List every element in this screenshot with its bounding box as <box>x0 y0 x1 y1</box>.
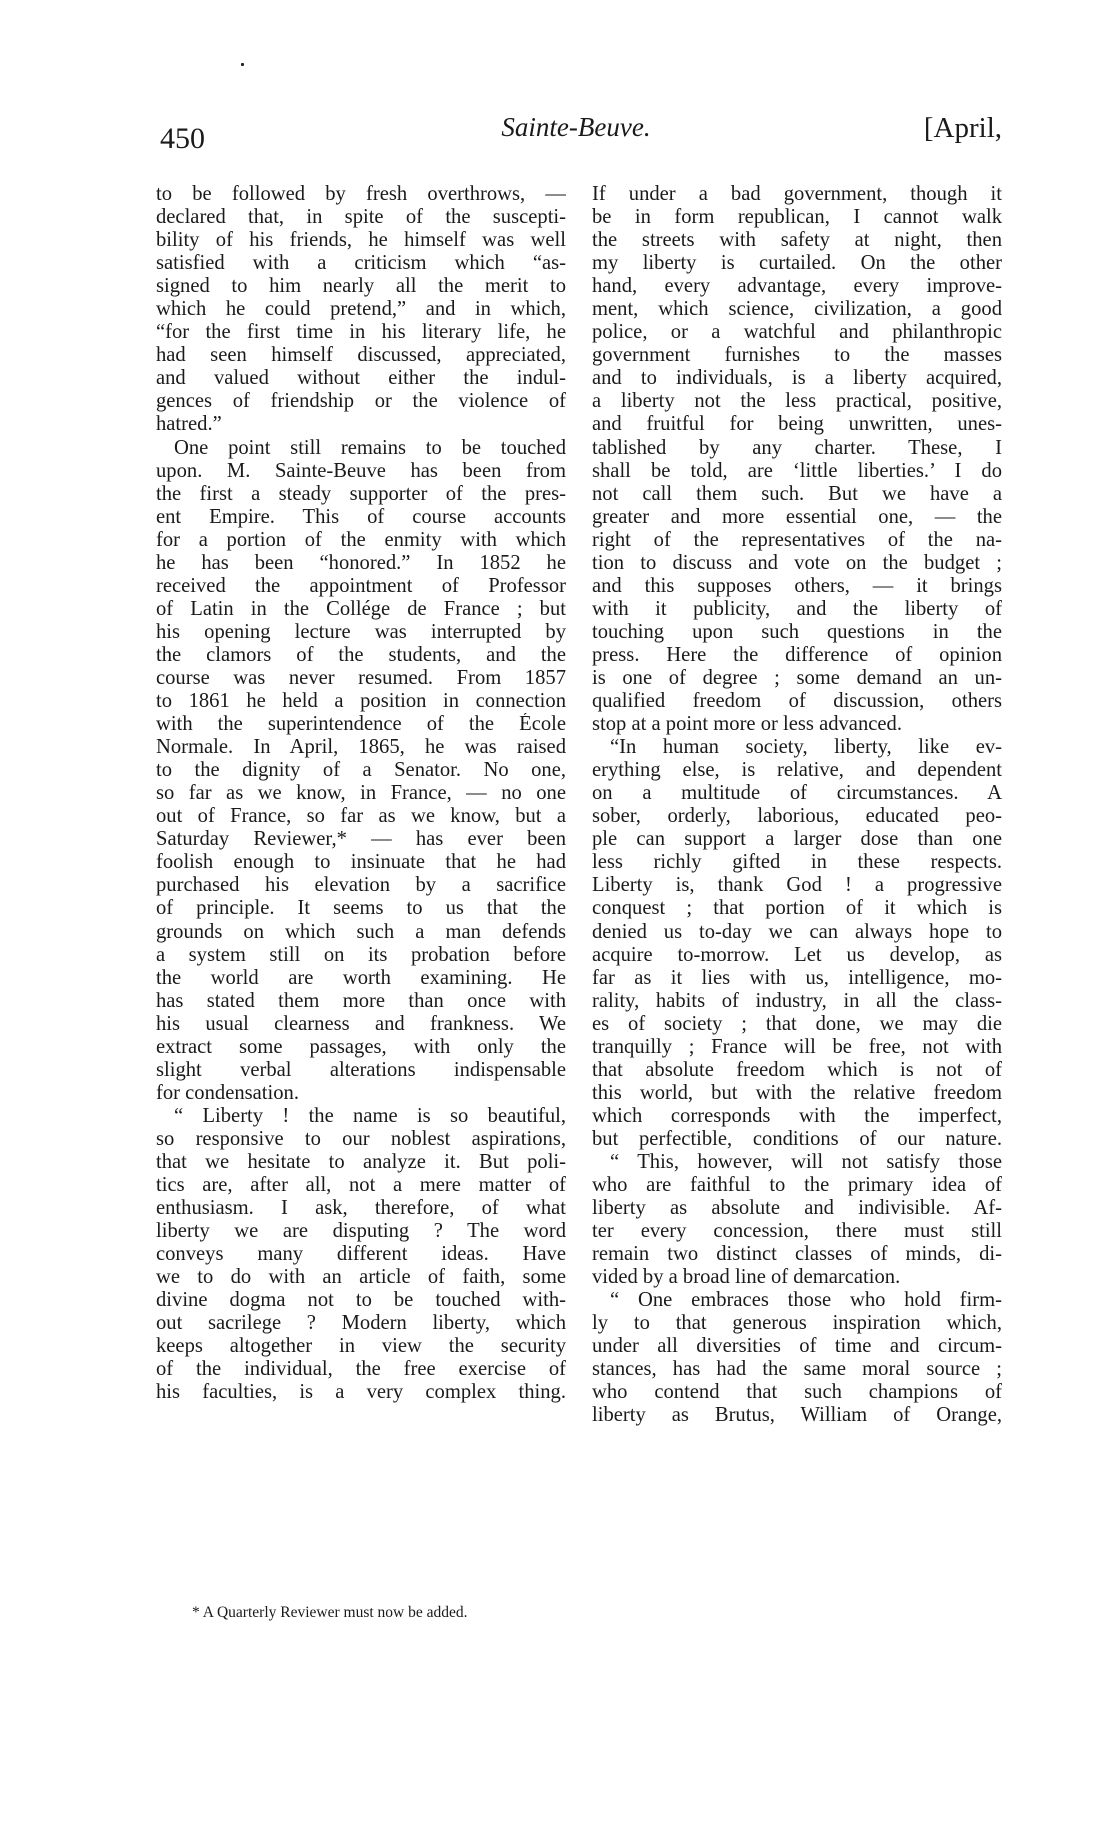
text-line: tranquilly ; France will be free, not with <box>592 1035 1002 1058</box>
text-line: so far as we know, in France, — no one <box>156 782 566 805</box>
text-line: es of society ; that done, we may die <box>592 1012 1002 1035</box>
text-line: had seen himself discussed, appreciated, <box>156 344 566 367</box>
text-line: this world, but with the relative freedom <box>592 1081 1002 1104</box>
text-line: “ Liberty ! the name is so beautiful, <box>174 1104 566 1127</box>
text-line: he has been “honored.” In 1852 he <box>156 551 566 574</box>
text-line: for condensation. <box>156 1081 299 1104</box>
text-line: touching upon such questions in the <box>592 620 1002 643</box>
text-line: not call them such. But we have a <box>592 482 1002 505</box>
text-line: rality, habits of industry, in all the class- <box>592 989 1002 1012</box>
page-number: 450 <box>160 122 205 155</box>
text-line: police, or a watchful and philanthropic <box>592 321 1002 344</box>
text-line: that we hesitate to analyze it. But poli- <box>156 1150 566 1173</box>
left-column <box>156 183 566 1404</box>
text-line: declared that, in spite of the suscepti- <box>156 206 566 229</box>
running-title: Sainte-Beuve. <box>501 112 651 142</box>
text-line: tics are, after all, not a mere matter of <box>156 1174 566 1197</box>
text-line: gences of friendship or the violence of <box>156 390 566 413</box>
text-line: a system still on its probation before <box>156 943 566 966</box>
text-line: with the superintendence of the École <box>156 713 566 736</box>
text-line: to the dignity of a Senator. No one, <box>156 759 566 782</box>
text-line: we to do with an article of faith, some <box>156 1266 566 1289</box>
text-line: has stated them more than once with <box>156 989 566 1012</box>
text-line: and valued without either the indul- <box>156 367 566 390</box>
text-line: the clamors of the students, and the <box>156 643 566 666</box>
text-line: of the individual, the free exercise of <box>156 1358 566 1381</box>
text-line: ple can support a larger dose than one <box>592 828 1002 851</box>
text-line: shall be told, are ‘little liberties.’ I do <box>592 459 1002 482</box>
text-line: upon. M. Sainte-Beuve has been from <box>156 459 566 482</box>
text-line: a liberty not the less practical, positive, <box>592 390 1002 413</box>
text-line: purchased his elevation by a sacrifice <box>156 874 566 897</box>
text-line: under all diversities of time and circum- <box>592 1335 1002 1358</box>
text-line: greater and more essential one, — the <box>592 505 1002 528</box>
text-line: right of the representatives of the na- <box>592 528 1002 551</box>
text-line: signed to him nearly all the merit to <box>156 275 566 298</box>
text-line: Saturday Reviewer,* — has ever been <box>156 828 566 851</box>
text-line: the first a steady supporter of the pres- <box>156 482 566 505</box>
text-line: is one of degree ; some demand an un- <box>592 666 1002 689</box>
text-line: ment, which science, civilization, a good <box>592 298 1002 321</box>
text-line: bility of his friends, he himself was well <box>156 229 566 252</box>
text-line: far as it lies with us, intelligence, mo- <box>592 966 1002 989</box>
text-line: which corresponds with the imperfect, <box>592 1104 1002 1127</box>
page-header <box>150 112 1002 162</box>
text-line: his opening lecture was interrupted by <box>156 620 566 643</box>
text-line: conveys many different ideas. Have <box>156 1243 566 1266</box>
text-line: “ This, however, will not satisfy those <box>610 1150 1002 1173</box>
text-line: hatred.” <box>156 413 222 436</box>
text-line: One point still remains to be touched <box>174 436 566 459</box>
text-line: ly to that generous inspiration which, <box>592 1312 1002 1335</box>
text-line: If under a bad government, though it <box>592 183 1002 205</box>
text-line: grounds on which such a man defends <box>156 920 566 943</box>
text-line: remain two distinct classes of minds, di- <box>592 1243 1002 1266</box>
text-line: so responsive to our noblest aspirations, <box>156 1127 566 1150</box>
text-line: extract some passages, with only the <box>156 1035 566 1058</box>
text-line: that absolute freedom which is not of <box>592 1058 1002 1081</box>
text-line: Liberty is, thank God ! a progressive <box>592 874 1002 897</box>
text-line: and to individuals, is a liberty acquired, <box>592 367 1002 390</box>
text-line: for a portion of the enmity with which <box>156 528 566 551</box>
text-line: press. Here the difference of opinion <box>592 643 1002 666</box>
text-line: the world are worth examining. He <box>156 966 566 989</box>
text-line: government furnishes to the masses <box>592 344 1002 367</box>
text-line: conquest ; that portion of it which is <box>592 897 1002 920</box>
text-line: who contend that such champions of <box>592 1381 1002 1404</box>
text-line: erything else, is relative, and dependent <box>592 759 1002 782</box>
text-line: and this supposes others, — it brings <box>592 574 1002 597</box>
footnote: * A Quarterly Reviewer must now be added. <box>192 1604 468 1621</box>
issue-month: [April, <box>923 112 1002 144</box>
text-line: liberty as Brutus, William of Orange, <box>592 1404 1002 1427</box>
text-line: out of France, so far as we know, but a <box>156 805 566 828</box>
text-line: my liberty is curtailed. On the other <box>592 252 1002 275</box>
text-line: sober, orderly, laborious, educated peo- <box>592 805 1002 828</box>
text-line: acquire to-morrow. Let us develop, as <box>592 943 1002 966</box>
text-line: on a multitude of circumstances. A <box>592 782 1002 805</box>
text-line: ter every concession, there must still <box>592 1220 1002 1243</box>
text-line: liberty as absolute and indivisible. Af- <box>592 1197 1002 1220</box>
text-line: keeps altogether in view the security <box>156 1335 566 1358</box>
text-line: Normale. In April, 1865, he was raised <box>156 736 566 759</box>
text-line: “for the first time in his literary life, he <box>156 321 566 344</box>
text-line: divine dogma not to be touched with- <box>156 1289 566 1312</box>
right-column <box>592 183 1002 1428</box>
text-line: vided by a broad line of demarcation. <box>592 1266 901 1289</box>
text-line: which he could pretend,” and in which, <box>156 298 566 321</box>
text-line: tablished by any charter. These, I <box>592 436 1002 459</box>
text-line: to 1861 he held a position in connection <box>156 690 566 713</box>
text-line: of principle. It seems to us that the <box>156 897 566 920</box>
text-line: slight verbal alterations indispensable <box>156 1058 566 1081</box>
text-line: “ One embraces those who hold firm- <box>610 1289 1002 1312</box>
text-line: of Latin in the Collége de France ; but <box>156 597 566 620</box>
text-line: course was never resumed. From 1857 <box>156 666 566 689</box>
text-line: denied us to-day we can always hope to <box>592 920 1002 943</box>
text-line: and fruitful for being unwritten, unes- <box>592 413 1002 436</box>
text-line: satisfied with a criticism which “as- <box>156 252 566 275</box>
text-line: received the appointment of Professor <box>156 574 566 597</box>
text-line: qualified freedom of discussion, others <box>592 690 1002 713</box>
text-line: the streets with safety at night, then <box>592 229 1002 252</box>
text-line: foolish enough to insinuate that he had <box>156 851 566 874</box>
text-line: less richly gifted in these respects. <box>592 851 1002 874</box>
paper-speck <box>241 63 244 66</box>
text-line: enthusiasm. I ask, therefore, of what <box>156 1197 566 1220</box>
text-line: but perfectible, conditions of our nature. <box>592 1127 1002 1150</box>
text-line: who are faithful to the primary idea of <box>592 1174 1002 1197</box>
text-line: his faculties, is a very complex thing. <box>156 1381 566 1404</box>
text-line: stances, has had the same moral source ; <box>592 1358 1002 1381</box>
text-line: ent Empire. This of course accounts <box>156 505 566 528</box>
text-line: “In human society, liberty, like ev- <box>610 736 1002 759</box>
text-line: out sacrilege ? Modern liberty, which <box>156 1312 566 1335</box>
text-line: be in form republican, I cannot walk <box>592 206 1002 229</box>
text-line: tion to discuss and vote on the budget ; <box>592 551 1002 574</box>
text-line: hand, every advantage, every improve- <box>592 275 1002 298</box>
text-line: his usual clearness and frankness. We <box>156 1012 566 1035</box>
text-line: stop at a point more or less advanced. <box>592 713 902 736</box>
text-line: liberty we are disputing ? The word <box>156 1220 566 1243</box>
text-line: with it publicity, and the liberty of <box>592 597 1002 620</box>
text-line: to be followed by fresh overthrows, — <box>156 183 566 205</box>
